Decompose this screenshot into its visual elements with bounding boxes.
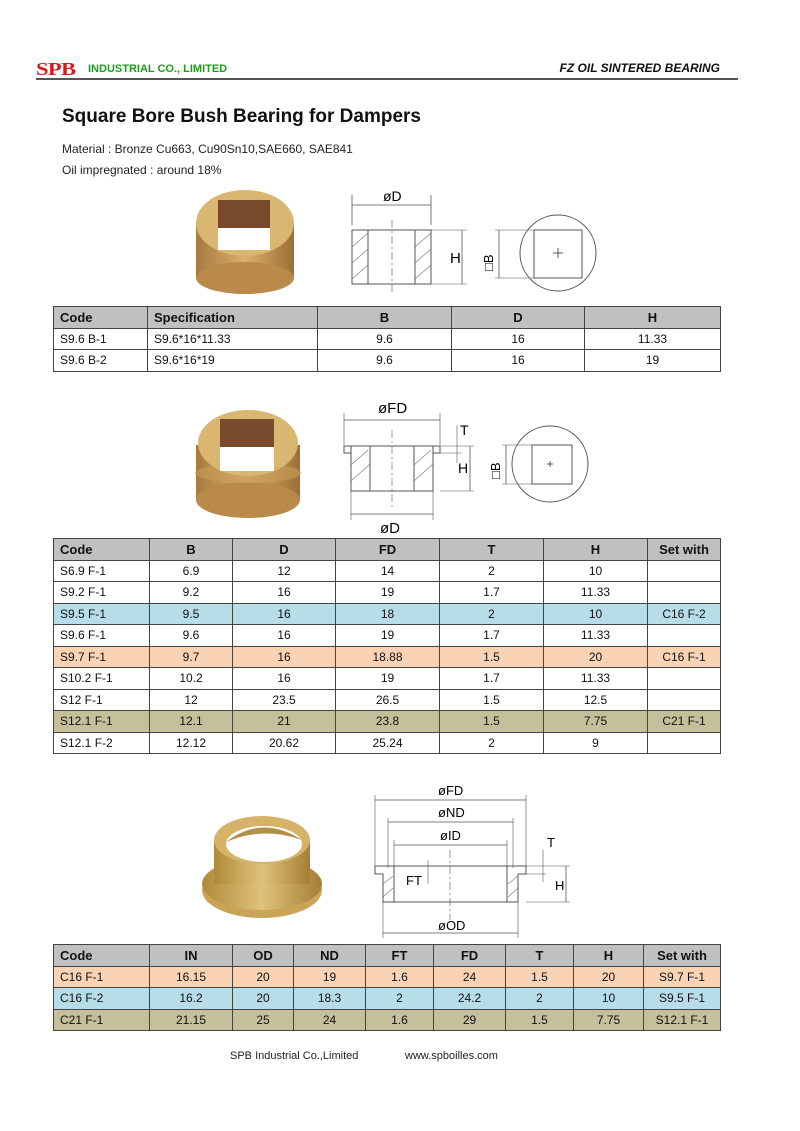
- drawing-square-bore-bush: [345, 185, 615, 295]
- cell: S9.5 F-1: [644, 988, 721, 1010]
- table-row: [54, 668, 721, 690]
- cell: C16 F-2: [54, 988, 150, 1010]
- cell: S12.1 F-1: [644, 1009, 721, 1031]
- col-code: Code: [54, 307, 148, 329]
- cell: 9.6: [150, 625, 233, 647]
- cell: [648, 560, 721, 582]
- cell: S9.6 B-1: [54, 328, 148, 350]
- cell: [648, 668, 721, 690]
- col-specification: Specification: [148, 307, 318, 329]
- cell: 16.2: [150, 988, 233, 1010]
- product-series: FZ OIL SINTERED BEARING: [559, 61, 720, 75]
- cell: 20: [233, 966, 294, 988]
- cell: 2: [440, 732, 544, 754]
- cell: 16: [233, 582, 336, 604]
- page-title: Square Bore Bush Bearing for Dampers: [62, 106, 421, 127]
- cell: [648, 689, 721, 711]
- cell: 16: [452, 350, 585, 372]
- dim-id-label: øID: [440, 828, 461, 843]
- cell: 16: [233, 668, 336, 690]
- cell: S9.6*16*19: [148, 350, 318, 372]
- cell: 23.8: [336, 711, 440, 733]
- cell: 1.5: [440, 711, 544, 733]
- dim-h-label: H: [450, 250, 461, 267]
- col-code: Code: [54, 539, 150, 561]
- cell: S9.7 F-1: [644, 966, 721, 988]
- cell: 10: [574, 988, 644, 1010]
- cell: C21 F-1: [54, 1009, 150, 1031]
- cell: 1.5: [440, 689, 544, 711]
- cell: 11.33: [544, 625, 648, 647]
- cell: 19: [585, 350, 721, 372]
- cell: 18.88: [336, 646, 440, 668]
- cell: 9.6: [318, 328, 452, 350]
- cell: S9.7 F-1: [54, 646, 150, 668]
- table-row-highlighted-khaki: [54, 1009, 721, 1031]
- cell: 9.6: [318, 350, 452, 372]
- flanged-round-bush-table: [53, 944, 721, 1031]
- cell: S9.6 F-1: [54, 625, 150, 647]
- col-od: OD: [233, 945, 294, 967]
- cell: C16 F-2: [648, 603, 721, 625]
- cell: 12.5: [544, 689, 648, 711]
- dim-d-label: øD: [380, 520, 400, 535]
- cell: 21: [233, 711, 336, 733]
- cell: [648, 582, 721, 604]
- dim-fd-label: øFD: [378, 400, 408, 417]
- cell: S12.1 F-1: [54, 711, 150, 733]
- cell: 21.15: [150, 1009, 233, 1031]
- table-header-row: [54, 307, 721, 329]
- dim-ft-label: FT: [406, 873, 422, 888]
- cell: S9.2 F-1: [54, 582, 150, 604]
- table-row: [54, 732, 721, 754]
- cell: 20: [233, 988, 294, 1010]
- col-h: H: [544, 539, 648, 561]
- dim-b-label: □B: [481, 254, 496, 271]
- cell: 6.9: [150, 560, 233, 582]
- cell: S12 F-1: [54, 689, 150, 711]
- col-set-with: Set with: [644, 945, 721, 967]
- cell: 1.6: [366, 966, 434, 988]
- square-bore-bush-photo: [190, 188, 300, 298]
- cell: C16 F-1: [648, 646, 721, 668]
- cell: 12.12: [150, 732, 233, 754]
- cell: 9: [544, 732, 648, 754]
- col-in: IN: [150, 945, 233, 967]
- cell: 11.33: [544, 668, 648, 690]
- cell: 10.2: [150, 668, 233, 690]
- cell: 16.15: [150, 966, 233, 988]
- table-row: [54, 582, 721, 604]
- table-header-row: [54, 539, 721, 561]
- dim-d-label: øD: [383, 188, 402, 204]
- cell: 10: [544, 560, 648, 582]
- cell: 14: [336, 560, 440, 582]
- cell: 18.3: [294, 988, 366, 1010]
- col-h: H: [585, 307, 721, 329]
- cell: 19: [336, 625, 440, 647]
- dim-t-label: T: [460, 422, 469, 438]
- cell: 12: [150, 689, 233, 711]
- col-ft: FT: [366, 945, 434, 967]
- dim-b-label: □B: [488, 462, 503, 479]
- cell: S12.1 F-2: [54, 732, 150, 754]
- dim-h-label: H: [555, 878, 565, 893]
- table-row: [54, 625, 721, 647]
- dim-h-label: H: [458, 460, 469, 476]
- cell: 1.5: [440, 646, 544, 668]
- cell: 19: [294, 966, 366, 988]
- cell: 12.1: [150, 711, 233, 733]
- cell: 1.6: [366, 1009, 434, 1031]
- cell: 20: [544, 646, 648, 668]
- oil-text: Oil impregnated : around 18%: [62, 163, 222, 177]
- cell: 16: [233, 603, 336, 625]
- cell: 1.5: [506, 1009, 574, 1031]
- cell: 2: [440, 560, 544, 582]
- spb-logo: SPB: [36, 59, 76, 79]
- col-b: B: [318, 307, 452, 329]
- cell: 25: [233, 1009, 294, 1031]
- col-b: B: [150, 539, 233, 561]
- cell: S10.2 F-1: [54, 668, 150, 690]
- cell: 2: [366, 988, 434, 1010]
- col-code: Code: [54, 945, 150, 967]
- cell: 11.33: [544, 582, 648, 604]
- col-t: T: [506, 945, 574, 967]
- cell: 23.5: [233, 689, 336, 711]
- table-row-highlighted-blue: [54, 988, 721, 1010]
- col-h: H: [574, 945, 644, 967]
- page-header: [36, 56, 738, 80]
- cell: C21 F-1: [648, 711, 721, 733]
- table-row-highlighted-blue: [54, 603, 721, 625]
- cell: 16: [452, 328, 585, 350]
- cell: 1.5: [506, 966, 574, 988]
- cell: 16: [233, 625, 336, 647]
- table-row: [54, 689, 721, 711]
- dim-t-label: T: [547, 835, 555, 850]
- cell: 10: [544, 603, 648, 625]
- drawing-flanged-round-bush: [370, 780, 590, 940]
- cell: 12: [233, 560, 336, 582]
- table-row-highlighted-khaki: [54, 711, 721, 733]
- table-row: [54, 560, 721, 582]
- dim-nd-label: øND: [438, 805, 465, 820]
- cell: 16: [233, 646, 336, 668]
- cell: 20.62: [233, 732, 336, 754]
- col-fd: FD: [434, 945, 506, 967]
- table-row-highlighted-orange: [54, 966, 721, 988]
- company-name: INDUSTRIAL CO., LIMITED: [88, 63, 228, 75]
- cell: 7.75: [544, 711, 648, 733]
- footer-company: SPB Industrial Co.,Limited: [230, 1050, 359, 1062]
- cell: 1.7: [440, 582, 544, 604]
- drawing-flanged-square-bore-bush: [340, 395, 610, 535]
- cell: C16 F-1: [54, 966, 150, 988]
- square-bush-table: [53, 306, 721, 372]
- dim-od-label: øOD: [438, 918, 466, 933]
- cell: 9.5: [150, 603, 233, 625]
- cell: 26.5: [336, 689, 440, 711]
- cell: [648, 732, 721, 754]
- cell: 18: [336, 603, 440, 625]
- cell: S9.6*16*11.33: [148, 328, 318, 350]
- cell: 2: [506, 988, 574, 1010]
- table-header-row: [54, 945, 721, 967]
- material-text: Material : Bronze Cu663, Cu90Sn10,SAE660, SAE841: [62, 142, 353, 156]
- table-row-highlighted-orange: [54, 646, 721, 668]
- col-d: D: [233, 539, 336, 561]
- cell: 1.7: [440, 625, 544, 647]
- col-nd: ND: [294, 945, 366, 967]
- cell: 24: [434, 966, 506, 988]
- cell: 19: [336, 668, 440, 690]
- cell: 9.7: [150, 646, 233, 668]
- cell: 20: [574, 966, 644, 988]
- cell: 24: [294, 1009, 366, 1031]
- cell: 7.75: [574, 1009, 644, 1031]
- cell: S9.5 F-1: [54, 603, 150, 625]
- cell: 11.33: [585, 328, 721, 350]
- cell: 9.2: [150, 582, 233, 604]
- footer-website-link[interactable]: www.spboilles.com: [405, 1050, 498, 1062]
- cell: [648, 625, 721, 647]
- cell: 19: [336, 582, 440, 604]
- table-row: [54, 328, 721, 350]
- cell: 29: [434, 1009, 506, 1031]
- col-set-with: Set with: [648, 539, 721, 561]
- flanged-square-bush-table: [53, 538, 721, 754]
- cell: S6.9 F-1: [54, 560, 150, 582]
- flanged-square-bore-bush-photo: [192, 405, 304, 523]
- cell: S9.6 B-2: [54, 350, 148, 372]
- cell: 25.24: [336, 732, 440, 754]
- col-t: T: [440, 539, 544, 561]
- dim-fd-label: øFD: [438, 783, 464, 798]
- col-fd: FD: [336, 539, 440, 561]
- cell: 24.2: [434, 988, 506, 1010]
- cell: 2: [440, 603, 544, 625]
- flanged-round-bush-photo: [200, 808, 325, 926]
- cell: 1.7: [440, 668, 544, 690]
- col-d: D: [452, 307, 585, 329]
- table-row: [54, 350, 721, 372]
